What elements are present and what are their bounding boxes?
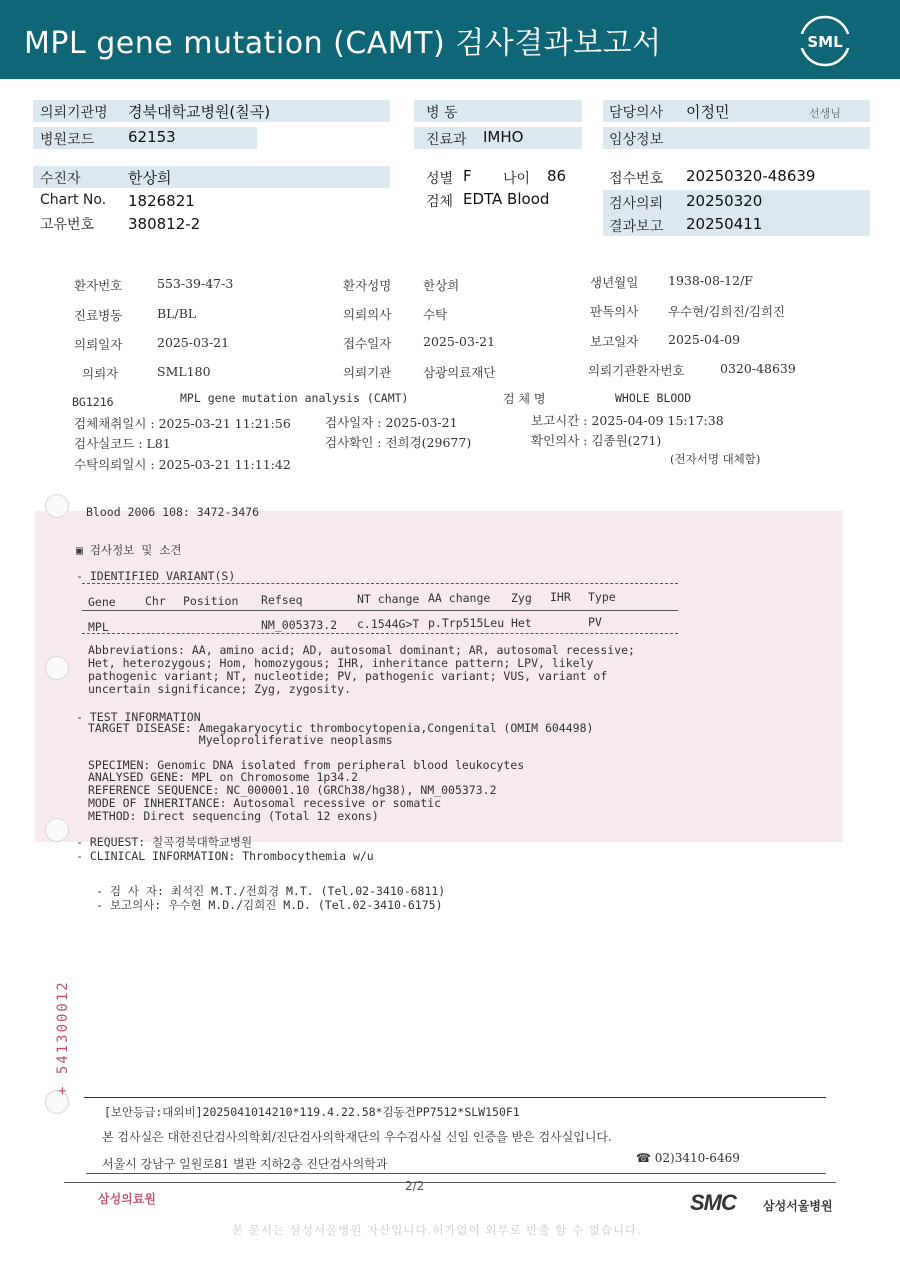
abbrev-line: pathogenic variant; NT, nucleotide; PV, pathogenic variant; VUS, variant of bbox=[88, 669, 608, 683]
report-value: 20250411 bbox=[686, 215, 763, 233]
form-cell: 우수현/김희진/김희진 bbox=[668, 304, 786, 319]
test-confirm: 검사확인 : 전희경(29677) bbox=[325, 435, 472, 450]
request-value: 20250320 bbox=[686, 192, 763, 210]
form-cell: 보고일자 bbox=[590, 334, 639, 349]
age-label: 나이 bbox=[503, 171, 531, 187]
test-date: 검사일자 : 2025-03-21 bbox=[325, 415, 458, 430]
smc-logo: SMC bbox=[690, 1190, 736, 1215]
test-name: MPL gene mutation analysis (CAMT) bbox=[180, 391, 409, 405]
abbrev-line: Abbreviations: AA, amino acid; AD, autosomal dominant; AR, autosomal recessive; bbox=[88, 643, 635, 657]
form-specimen-label: 검 체 명 bbox=[503, 392, 546, 406]
col-position: Position bbox=[183, 594, 239, 608]
col-ihr: IHR bbox=[550, 590, 571, 604]
esign-note: (전자서명 대체함) bbox=[670, 452, 761, 466]
page-number: 2/2 bbox=[405, 1179, 425, 1193]
dept-value: IMHO bbox=[483, 128, 524, 146]
target-line: TARGET DISEASE: Amegakaryocytic thrombocytopenia,Congenital (OMIM 604498) bbox=[88, 721, 594, 735]
form-cell: 의뢰일자 bbox=[74, 337, 123, 352]
col-chr: Chr bbox=[145, 594, 166, 608]
form-cell: 수탁 bbox=[423, 307, 448, 322]
form-cell: 2025-03-21 bbox=[157, 335, 230, 350]
chart-label: Chart No. bbox=[40, 192, 107, 208]
code-line: BG1216 bbox=[72, 395, 114, 409]
lab-code: 검사실코드 : L81 bbox=[74, 436, 171, 451]
col-gene: Gene bbox=[88, 595, 116, 609]
identified-heading: - IDENTIFIED VARIANT(S) bbox=[76, 569, 236, 583]
receipt-value: 20250320-48639 bbox=[686, 167, 816, 185]
cell-gene: MPL bbox=[88, 620, 109, 634]
sex-value: F bbox=[463, 167, 472, 185]
doctor-suffix: 선생님 bbox=[809, 107, 841, 120]
security-line: [보안등급:대외비]2025041014210*119.4.22.58*김동건PP7512*SLW150F1 bbox=[104, 1105, 520, 1119]
side-serial: + 541300012 bbox=[55, 980, 71, 1095]
request-line: - REQUEST: 칠곡경북대학교병원 bbox=[76, 835, 253, 849]
doctor-label: 담당의사 bbox=[609, 105, 664, 121]
col-type: Type bbox=[588, 590, 616, 604]
form-cell: 판독의사 bbox=[590, 304, 639, 319]
form-cell: 0320-48639 bbox=[720, 361, 796, 376]
form-cell: 진료병동 bbox=[74, 308, 123, 323]
cell-zyg: Het bbox=[511, 616, 532, 630]
detail-line: METHOD: Direct sequencing (Total 12 exons) bbox=[88, 809, 379, 823]
uid-value: 380812-2 bbox=[128, 215, 201, 233]
form-cell: 2025-03-21 bbox=[423, 334, 496, 349]
inst-label: 의뢰기관명 bbox=[40, 105, 108, 121]
punch-hole bbox=[45, 818, 69, 842]
col-refseq: Refseq bbox=[261, 593, 303, 607]
col-zyg: Zyg bbox=[511, 591, 532, 605]
footer-rule bbox=[64, 1182, 836, 1183]
request-label: 검사의뢰 bbox=[609, 196, 664, 212]
form-cell: 의뢰기관 bbox=[343, 365, 392, 380]
copyright-notice: 본 문서는 삼성서울병원 자산입니다.허가없이 외부로 반출 할 수 없습니다. bbox=[232, 1223, 642, 1237]
divider bbox=[82, 610, 678, 611]
outsource-time: 수탁의뢰일시 : 2025-03-21 11:11:42 bbox=[74, 457, 291, 472]
specimen-label: 검체 bbox=[426, 194, 454, 210]
form-cell: 환자성명 bbox=[343, 278, 392, 293]
chart-value: 1826821 bbox=[128, 192, 195, 210]
detail-line: ANALYSED GENE: MPL on Chromosome 1p34.2 bbox=[88, 770, 359, 784]
form-cell: 삼광의료재단 bbox=[423, 365, 496, 380]
patient-label: 수진자 bbox=[40, 171, 81, 187]
abbrev-line: Het, heterozygous; Hom, homozygous; IHR, inheritance pattern; LPV, likely bbox=[88, 656, 594, 670]
doctor-value: 이정민 bbox=[686, 103, 730, 121]
report-time: 보고시간 : 2025-04-09 15:17:38 bbox=[531, 413, 724, 428]
cert-line: 본 검사실은 대한진단검사의학회/진단검사의학재단의 우수검사실 신임 인증을 받은 검사실입니다. bbox=[102, 1130, 612, 1144]
section-title: ▣ 검사정보 및 소견 bbox=[76, 543, 182, 557]
footer-rule bbox=[86, 1173, 826, 1174]
patient-bar bbox=[33, 166, 390, 188]
cell-nt-change: c.1544G>T bbox=[357, 617, 420, 631]
confirm-doctor: 확인의사 : 김종원(271) bbox=[531, 433, 662, 448]
cell-refseq: NM_005373.2 bbox=[261, 618, 338, 632]
receipt-label: 접수번호 bbox=[609, 171, 664, 187]
sex-label: 성별 bbox=[426, 171, 454, 187]
uid-label: 고유번호 bbox=[40, 217, 95, 233]
form-cell: 2025-04-09 bbox=[668, 332, 741, 347]
form-cell: 의뢰기관환자번호 bbox=[588, 363, 685, 378]
form-cell: 1938-08-12/F bbox=[668, 273, 753, 288]
address-line: 서울시 강남구 일원로81 별관 지하2층 진단검사의학과 bbox=[102, 1157, 388, 1171]
reporter-line: - 보고의사: 우수현 M.D./김희진 M.D. (Tel.02-3410-6175) bbox=[96, 898, 443, 912]
form-cell: 생년월일 bbox=[590, 275, 639, 290]
hospital-name: 삼성서울병원 bbox=[763, 1199, 833, 1213]
cell-type: PV bbox=[588, 615, 602, 629]
dept-label: 진료과 bbox=[426, 132, 467, 148]
detail-line: REFERENCE SEQUENCE: NC_000001.10 (GRCh38/hg38), NM_005373.2 bbox=[88, 783, 497, 797]
age-value: 86 bbox=[547, 167, 567, 185]
form-cell: 접수일자 bbox=[343, 336, 392, 351]
specimen-value: EDTA Blood bbox=[463, 190, 550, 208]
form-cell: 553-39-47-3 bbox=[157, 276, 234, 291]
detail-line: MODE OF INHERITANCE: Autosomal recessive or somatic bbox=[88, 796, 442, 810]
divider bbox=[82, 633, 678, 634]
punch-hole bbox=[45, 494, 69, 518]
logo-text: SML bbox=[807, 33, 843, 51]
form-specimen-value: WHOLE BLOOD bbox=[615, 391, 692, 405]
form-cell: 의뢰자 bbox=[82, 366, 119, 381]
reference: Blood 2006 108: 3472-3476 bbox=[86, 505, 260, 519]
phone-line: ☎ 02)3410-6469 bbox=[636, 1151, 740, 1165]
collect-time: 검체채취일시 : 2025-03-21 11:21:56 bbox=[74, 416, 291, 431]
tester-line: - 검 사 자: 최석진 M.T./전희경 M.T. (Tel.02-3410-6811) bbox=[96, 884, 446, 898]
punch-hole bbox=[45, 656, 69, 680]
target-line: Myeloproliferative neoplasms bbox=[88, 733, 393, 747]
test-info-heading: - TEST INFORMATION bbox=[76, 710, 201, 724]
detail-line: SPECIMEN: Genomic DNA isolated from peripheral blood leukocytes bbox=[88, 758, 525, 772]
cell-aa-change: p.Trp515Leu bbox=[428, 616, 505, 630]
footer-rule bbox=[84, 1097, 826, 1098]
form-cell: SML180 bbox=[157, 364, 211, 379]
form-cell: BL/BL bbox=[157, 306, 197, 321]
patient-value: 한상희 bbox=[128, 169, 172, 187]
form-cell: 한상희 bbox=[423, 278, 460, 293]
inst-value: 경북대학교병원(칠곡) bbox=[128, 103, 271, 121]
code-label: 병원코드 bbox=[40, 132, 95, 148]
col-aa-change: AA change bbox=[428, 591, 491, 605]
page-title: MPL gene mutation (CAMT) 검사결과보고서 bbox=[24, 26, 662, 61]
sml-logo-icon bbox=[798, 14, 852, 68]
clinical-label: 임상정보 bbox=[609, 132, 664, 148]
form-cell: 의뢰의사 bbox=[343, 307, 392, 322]
ward-label: 병 동 bbox=[426, 105, 458, 121]
samsung-medical-logo: 삼성의료원 bbox=[98, 1192, 156, 1206]
divider bbox=[82, 583, 678, 584]
code-value: 62153 bbox=[128, 128, 176, 146]
col-nt-change: NT change bbox=[357, 592, 420, 606]
abbrev-line: uncertain significance; Zyg, zygosity. bbox=[88, 682, 352, 696]
form-cell: 환자번호 bbox=[74, 278, 123, 293]
report-label: 결과보고 bbox=[609, 219, 664, 235]
clinical-line: - CLINICAL INFORMATION: Thrombocythemia w/u bbox=[76, 849, 374, 863]
